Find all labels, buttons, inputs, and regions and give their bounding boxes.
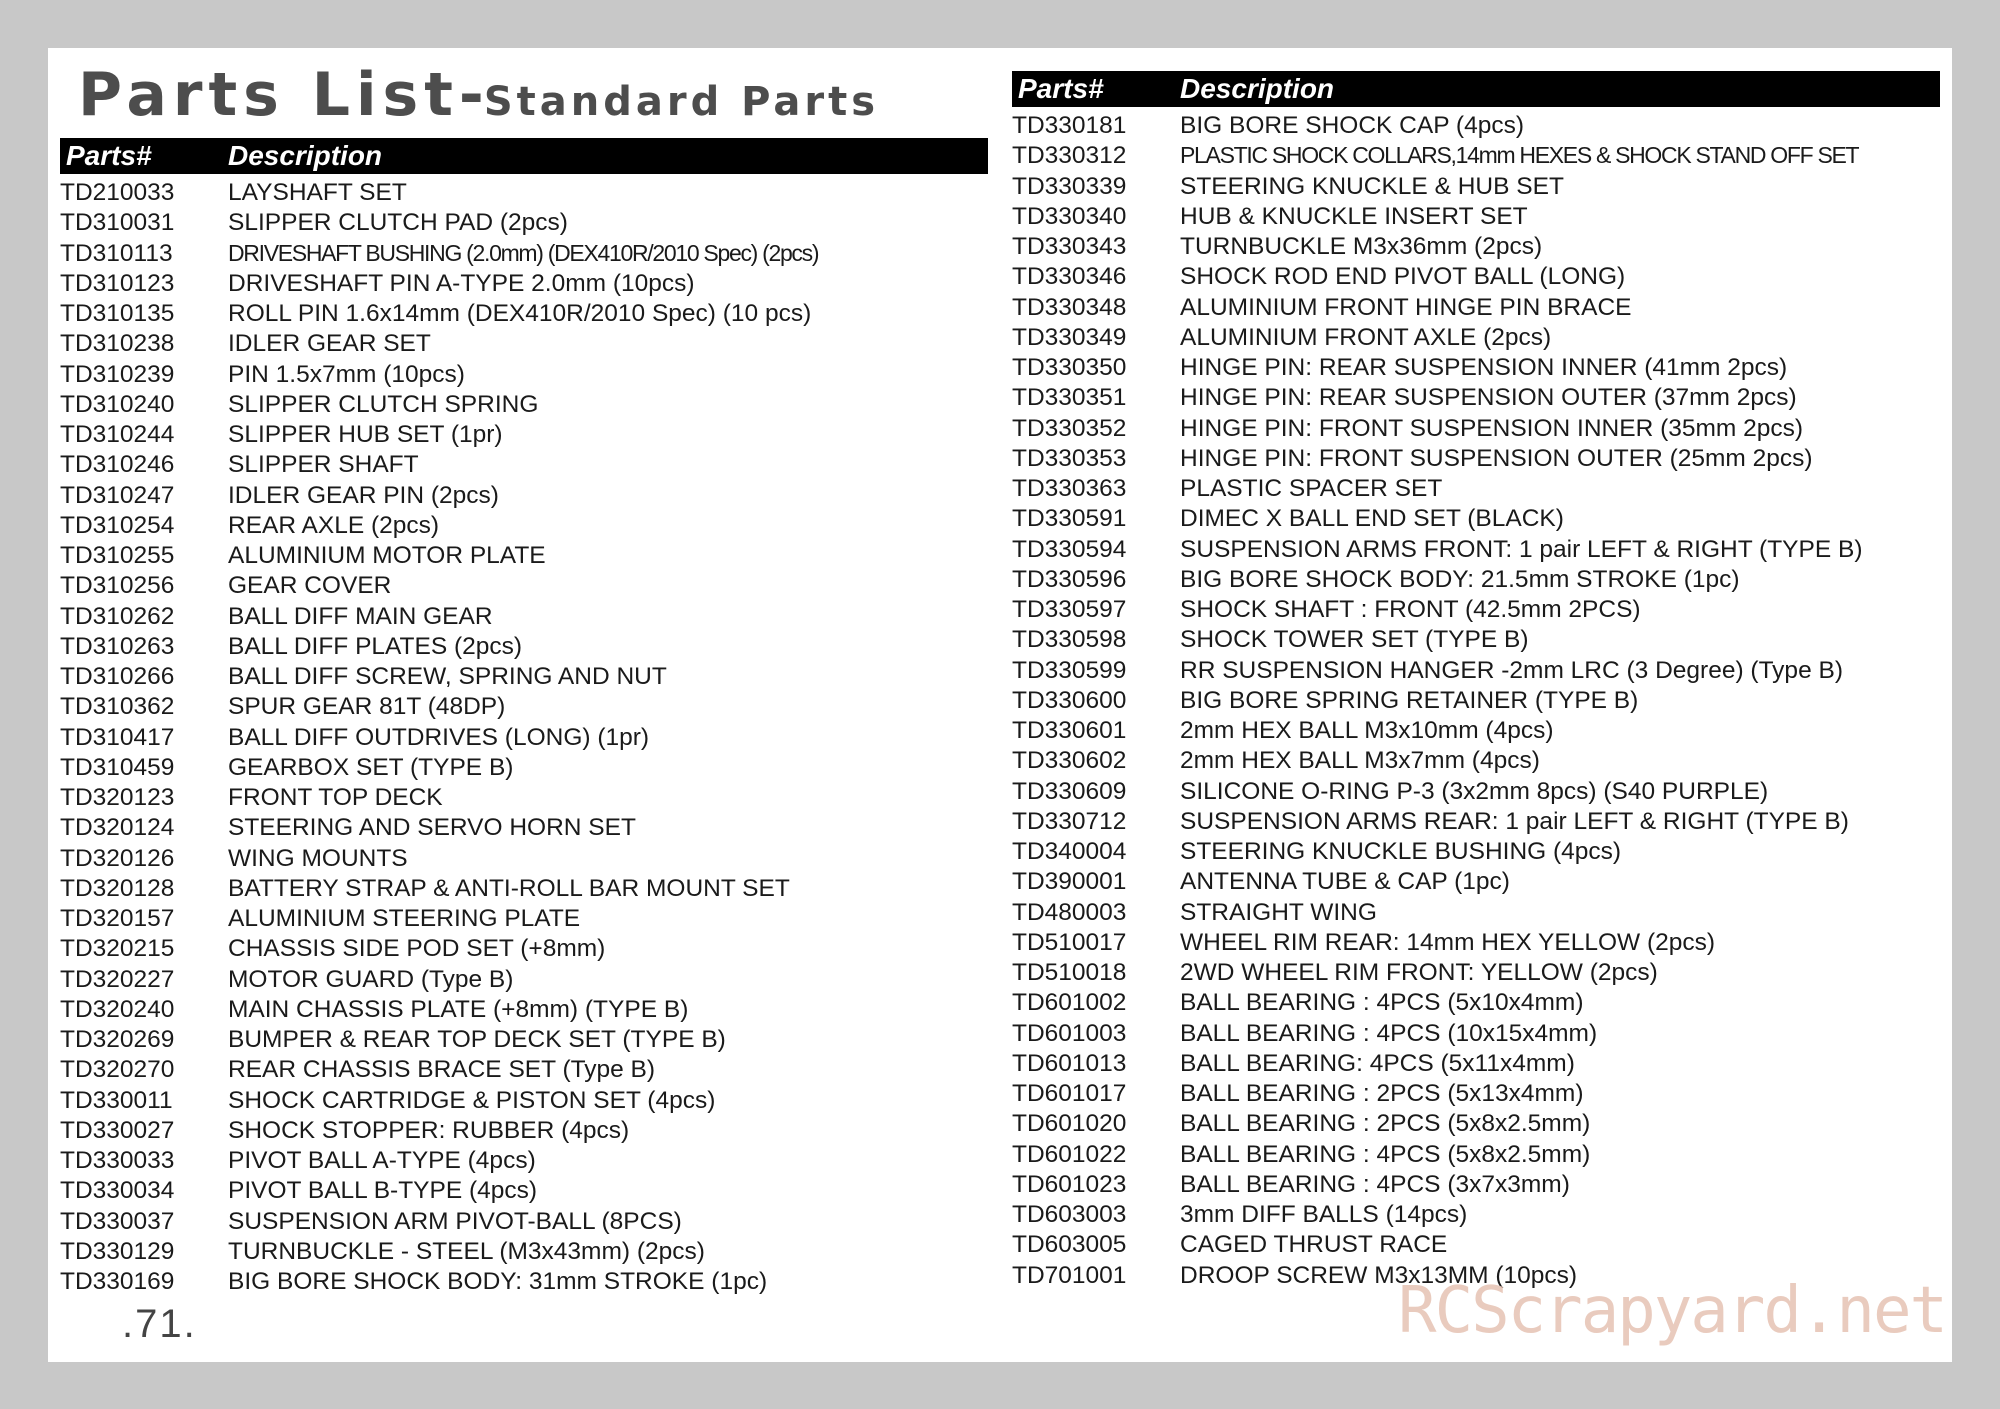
manual-page — [48, 48, 1952, 1362]
part-number: TD330591 — [1012, 505, 1127, 533]
table-row — [1012, 474, 1940, 504]
part-description: 3mm DIFF BALLS (14pcs) — [1180, 1201, 1468, 1228]
page-number: .71. — [122, 1302, 197, 1346]
part-description: BALL BEARING : 2PCS (5x13x4mm) — [1180, 1080, 1584, 1107]
table-row — [60, 1086, 988, 1116]
part-description: BALL DIFF OUTDRIVES (LONG) (1pr) — [228, 723, 650, 751]
table-row — [60, 692, 988, 722]
table-row — [1012, 141, 1940, 171]
header-parts: Parts# — [1018, 73, 1104, 104]
table-row — [1012, 172, 1940, 202]
part-description: BIG BORE SHOCK BODY: 21.5mm STROKE (1pc) — [1180, 565, 1740, 593]
table-row — [60, 1025, 988, 1055]
table-row — [60, 783, 988, 813]
part-number: TD310238 — [60, 330, 175, 358]
table-row — [1012, 414, 1940, 444]
title-dash: - — [458, 60, 484, 130]
part-number: TD310254 — [60, 511, 175, 539]
part-number: TD330602 — [1012, 747, 1127, 775]
part-number: TD310262 — [60, 602, 175, 630]
part-description: BALL DIFF PLATES (2pcs) — [228, 632, 523, 660]
part-number: TD320215 — [60, 935, 175, 963]
part-description: REAR CHASSIS BRACE SET (Type B) — [228, 1056, 656, 1084]
part-description: SUSPENSION ARMS REAR: 1 pair LEFT & RIGHT (TYPE B) — [1180, 807, 1849, 835]
table-row — [1012, 807, 1940, 837]
part-description: WHEEL RIM REAR: 14mm HEX YELLOW (2pcs) — [1180, 928, 1716, 956]
part-number: TD330312 — [1012, 142, 1127, 170]
part-description: PIVOT BALL A-TYPE (4pcs) — [228, 1147, 536, 1174]
table-row — [1012, 1109, 1940, 1139]
part-description: DRIVESHAFT PIN A-TYPE 2.0mm (10pcs) — [228, 269, 695, 297]
part-number: TD330353 — [1012, 444, 1127, 472]
table-row — [60, 1055, 988, 1085]
part-number: TD320128 — [60, 874, 175, 902]
part-number: TD330596 — [1012, 565, 1127, 593]
part-description: REAR AXLE (2pcs) — [228, 511, 440, 539]
table-row — [60, 965, 988, 995]
table-row — [60, 329, 988, 359]
table-row — [60, 904, 988, 934]
part-description: HUB & KNUCKLE INSERT SET — [1180, 202, 1528, 230]
part-description: BUMPER & REAR TOP DECK SET (TYPE B) — [228, 1026, 726, 1053]
part-description: DIMEC X BALL END SET (BLACK) — [1180, 505, 1564, 533]
part-description: SUSPENSION ARMS FRONT: 1 pair LEFT & RIGHT (TYPE B) — [1180, 535, 1863, 563]
table-row — [60, 844, 988, 874]
table-row — [1012, 262, 1940, 292]
table-row — [1012, 444, 1940, 474]
part-number: TD510018 — [1012, 959, 1127, 986]
part-number: TD330169 — [60, 1268, 175, 1295]
part-number: TD330363 — [1012, 475, 1127, 502]
part-number: TD310362 — [60, 693, 175, 721]
part-description: MAIN CHASSIS PLATE (+8mm) (TYPE B) — [228, 995, 689, 1023]
part-description: GEARBOX SET (TYPE B) — [228, 753, 514, 781]
part-number: TD603003 — [1012, 1201, 1127, 1228]
page-title — [78, 60, 879, 130]
table-row — [1012, 1079, 1940, 1109]
table-row — [1012, 353, 1940, 383]
table-row — [60, 1176, 988, 1206]
part-description: IDLER GEAR PIN (2pcs) — [228, 481, 499, 509]
table-row — [60, 541, 988, 571]
part-number: TD310266 — [60, 663, 175, 690]
table-row — [1012, 716, 1940, 746]
table-row — [1012, 746, 1940, 776]
part-description: SILICONE O-RING P-3 (3x2mm 8pcs) (S40 PURPLE) — [1180, 777, 1769, 805]
part-number: TD330011 — [60, 1086, 173, 1114]
table-row — [60, 511, 988, 541]
part-description: PLASTIC SPACER SET — [1180, 475, 1443, 502]
part-number: TD310263 — [60, 632, 175, 660]
part-number: TD601020 — [1012, 1110, 1127, 1138]
part-number: TD340004 — [1012, 838, 1127, 865]
part-number: TD601022 — [1012, 1140, 1127, 1168]
part-number: TD330600 — [1012, 686, 1127, 714]
part-description: BALL BEARING : 4PCS (5x10x4mm) — [1180, 989, 1584, 1017]
part-description: BALL BEARING: 4PCS (5x11x4mm) — [1180, 1049, 1575, 1077]
table-row — [60, 632, 988, 662]
table-row — [60, 178, 988, 208]
part-number: TD330712 — [1012, 807, 1127, 835]
table-row — [60, 662, 988, 692]
table-row — [60, 239, 988, 269]
part-description: ALUMINIUM MOTOR PLATE — [228, 542, 546, 569]
parts-rows-right — [1012, 111, 1940, 1291]
part-number: TD330350 — [1012, 354, 1127, 381]
part-description: SHOCK CARTRIDGE & PISTON SET (4pcs) — [228, 1086, 716, 1114]
part-number: TD510017 — [1012, 928, 1127, 956]
table-row — [1012, 777, 1940, 807]
table-row — [60, 1267, 988, 1297]
part-description: GEAR COVER — [228, 572, 392, 600]
part-description: PIVOT BALL B-TYPE (4pcs) — [228, 1177, 538, 1205]
part-description: HINGE PIN: REAR SUSPENSION OUTER (37mm 2pcs) — [1180, 384, 1797, 412]
table-row — [60, 723, 988, 753]
part-description: PIN 1.5x7mm (10pcs) — [228, 360, 465, 388]
part-description: BIG BORE SPRING RETAINER (TYPE B) — [1180, 686, 1639, 714]
part-number: TD330594 — [1012, 535, 1127, 563]
part-description: 2mm HEX BALL M3x7mm (4pcs) — [1180, 747, 1540, 775]
part-number: TD330034 — [60, 1177, 175, 1205]
parts-table-left — [60, 138, 988, 1297]
part-description: ALUMINIUM FRONT HINGE PIN BRACE — [1180, 293, 1632, 321]
table-row — [60, 1146, 988, 1176]
part-description: STEERING AND SERVO HORN SET — [228, 814, 636, 842]
table-row — [1012, 1200, 1940, 1230]
part-number: TD310247 — [60, 481, 175, 509]
part-description: TURNBUCKLE - STEEL (M3x43mm) (2pcs) — [228, 1237, 705, 1265]
part-description: CHASSIS SIDE POD SET (+8mm) — [228, 935, 606, 963]
table-row — [60, 874, 988, 904]
table-row — [1012, 504, 1940, 534]
table-row — [1012, 928, 1940, 958]
part-number: TD320269 — [60, 1026, 175, 1053]
table-row — [60, 571, 988, 601]
table-row — [60, 390, 988, 420]
part-description: ALUMINIUM FRONT AXLE (2pcs) — [1180, 323, 1552, 351]
part-description: SLIPPER HUB SET (1pr) — [228, 421, 503, 448]
part-number: TD330351 — [1012, 384, 1127, 412]
table-header — [60, 138, 988, 174]
part-number: TD480003 — [1012, 898, 1127, 926]
part-description: HINGE PIN: REAR SUSPENSION INNER (41mm 2pcs) — [1180, 354, 1788, 381]
table-row — [1012, 625, 1940, 655]
part-number: TD310113 — [60, 239, 173, 267]
part-number: TD390001 — [1012, 868, 1127, 896]
part-number: TD601002 — [1012, 989, 1127, 1017]
part-description: STRAIGHT WING — [1180, 898, 1377, 926]
table-row — [1012, 1230, 1940, 1260]
part-description: CAGED THRUST RACE — [1180, 1231, 1448, 1259]
part-number: TD310255 — [60, 542, 175, 569]
table-row — [60, 481, 988, 511]
table-row — [1012, 1140, 1940, 1170]
part-description: DROOP SCREW M3x13MM (10pcs) — [1180, 1261, 1578, 1289]
part-description: BIG BORE SHOCK BODY: 31mm STROKE (1pc) — [228, 1268, 768, 1295]
part-number: TD320227 — [60, 965, 175, 993]
table-row — [60, 602, 988, 632]
table-row — [60, 934, 988, 964]
part-number: TD330348 — [1012, 293, 1127, 321]
part-description: ROLL PIN 1.6x14mm (DEX410R/2010 Spec) (10 pcs) — [228, 300, 812, 327]
table-row — [60, 299, 988, 329]
part-description: 2mm HEX BALL M3x10mm (4pcs) — [1180, 717, 1554, 744]
part-description: BALL BEARING : 4PCS (3x7x3mm) — [1180, 1170, 1570, 1198]
part-number: TD330181 — [1012, 112, 1127, 139]
part-description: BATTERY STRAP & ANTI-ROLL BAR MOUNT SET — [228, 874, 790, 902]
part-description: HINGE PIN: FRONT SUSPENSION OUTER (25mm 2pcs) — [1180, 444, 1813, 472]
table-row — [1012, 958, 1940, 988]
part-number: TD310244 — [60, 421, 175, 448]
part-description: SLIPPER CLUTCH PAD (2pcs) — [228, 209, 568, 237]
part-number: TD320124 — [60, 814, 175, 842]
part-description: STEERING KNUCKLE BUSHING (4pcs) — [1180, 838, 1622, 865]
part-number: TD330609 — [1012, 777, 1127, 805]
header-parts: Parts# — [66, 140, 152, 171]
table-row — [1012, 111, 1940, 141]
table-row — [60, 1237, 988, 1267]
part-description: 2WD WHEEL RIM FRONT: YELLOW (2pcs) — [1180, 959, 1658, 986]
part-number: TD330597 — [1012, 596, 1127, 623]
part-description: SHOCK TOWER SET (TYPE B) — [1180, 626, 1529, 654]
part-number: TD310246 — [60, 451, 175, 479]
part-description: SLIPPER CLUTCH SPRING — [228, 390, 539, 418]
title-sub: Standard Parts — [483, 79, 880, 125]
part-number: TD330599 — [1012, 656, 1127, 684]
table-row — [1012, 1049, 1940, 1079]
part-number: TD330349 — [1012, 323, 1127, 351]
header-description: Description — [228, 140, 383, 171]
table-row — [1012, 898, 1940, 928]
part-number: TD320157 — [60, 905, 175, 932]
part-number: TD330027 — [60, 1116, 175, 1144]
part-description: TURNBUCKLE M3x36mm (2pcs) — [1180, 233, 1543, 260]
table-row — [60, 813, 988, 843]
table-row — [1012, 565, 1940, 595]
table-row — [1012, 988, 1940, 1018]
part-number: TD320270 — [60, 1056, 175, 1084]
part-number: TD330129 — [60, 1237, 175, 1265]
part-number: TD310459 — [60, 753, 175, 781]
part-description: SLIPPER SHAFT — [228, 451, 419, 479]
part-number: TD330037 — [60, 1207, 175, 1235]
part-description: BALL DIFF MAIN GEAR — [228, 602, 493, 630]
part-description: FRONT TOP DECK — [228, 784, 443, 811]
table-row — [60, 208, 988, 238]
part-number: TD601013 — [1012, 1049, 1127, 1077]
part-description: BALL DIFF SCREW, SPRING AND NUT — [228, 663, 667, 690]
table-row — [60, 450, 988, 480]
part-description: SHOCK SHAFT : FRONT (42.5mm 2PCS) — [1180, 596, 1641, 623]
part-description: STEERING KNUCKLE & HUB SET — [1180, 172, 1564, 200]
table-row — [1012, 837, 1940, 867]
table-row — [60, 1207, 988, 1237]
part-number: TD310239 — [60, 360, 175, 388]
part-number: TD330033 — [60, 1147, 175, 1174]
table-row — [60, 995, 988, 1025]
part-number: TD330339 — [1012, 172, 1127, 200]
table-row — [60, 360, 988, 390]
part-description: DRIVESHAFT BUSHING (2.0mm) (DEX410R/2010 Spec) (2pcs) — [228, 239, 819, 266]
part-number: TD310123 — [60, 269, 175, 297]
part-number: TD330346 — [1012, 263, 1127, 291]
part-description: MOTOR GUARD (Type B) — [228, 965, 514, 993]
part-number: TD310256 — [60, 572, 175, 600]
table-row — [60, 420, 988, 450]
part-description: SHOCK ROD END PIVOT BALL (LONG) — [1180, 263, 1626, 291]
parts-table-right — [1012, 71, 1940, 1291]
part-description: BALL BEARING : 4PCS (10x15x4mm) — [1180, 1019, 1598, 1047]
part-number: TD320123 — [60, 784, 175, 811]
table-row — [1012, 1170, 1940, 1200]
table-row — [1012, 686, 1940, 716]
part-number: TD310240 — [60, 390, 175, 418]
part-number: TD330340 — [1012, 202, 1127, 230]
table-row — [1012, 656, 1940, 686]
header-description: Description — [1180, 73, 1335, 104]
part-description: BALL BEARING : 2PCS (5x8x2.5mm) — [1180, 1110, 1591, 1138]
part-number: TD701001 — [1012, 1261, 1127, 1289]
part-number: TD330352 — [1012, 414, 1127, 442]
table-row — [60, 269, 988, 299]
table-row — [1012, 293, 1940, 323]
part-description: RR SUSPENSION HANGER -2mm LRC (3 Degree) (Type B) — [1180, 656, 1843, 684]
table-row — [1012, 867, 1940, 897]
part-number: TD330343 — [1012, 233, 1127, 260]
table-row — [1012, 535, 1940, 565]
watermark: RCScrapyard.net — [1398, 1274, 1946, 1348]
part-number: TD603005 — [1012, 1231, 1127, 1259]
part-number: TD601017 — [1012, 1080, 1127, 1107]
part-number: TD330598 — [1012, 626, 1127, 654]
parts-rows-left — [60, 178, 988, 1297]
part-description: SHOCK STOPPER: RUBBER (4pcs) — [228, 1116, 630, 1144]
part-description: SPUR GEAR 81T (48DP) — [228, 693, 506, 721]
table-row — [60, 753, 988, 783]
table-row — [1012, 232, 1940, 262]
table-header — [1012, 71, 1940, 107]
part-number: TD330601 — [1012, 717, 1127, 744]
part-description: SUSPENSION ARM PIVOT-BALL (8PCS) — [228, 1207, 682, 1235]
part-number: TD210033 — [60, 179, 175, 206]
part-number: TD310417 — [60, 723, 175, 751]
table-row — [1012, 202, 1940, 232]
table-row — [1012, 323, 1940, 353]
part-description: WING MOUNTS — [228, 844, 408, 872]
part-description: ALUMINIUM STEERING PLATE — [228, 905, 581, 932]
part-number: TD601003 — [1012, 1019, 1127, 1047]
part-number: TD601023 — [1012, 1170, 1127, 1198]
table-row — [1012, 1019, 1940, 1049]
part-description: PLASTIC SHOCK COLLARS,14mm HEXES & SHOCK STAND OFF SET — [1180, 142, 1859, 169]
part-description: HINGE PIN: FRONT SUSPENSION INNER (35mm 2pcs) — [1180, 414, 1804, 442]
table-row — [60, 1116, 988, 1146]
part-description: IDLER GEAR SET — [228, 330, 431, 358]
part-description: LAYSHAFT SET — [228, 179, 407, 206]
part-number: TD310135 — [60, 300, 175, 327]
part-description: ANTENNA TUBE & CAP (1pc) — [1180, 868, 1510, 896]
part-description: BALL BEARING : 4PCS (5x8x2.5mm) — [1180, 1140, 1591, 1168]
title-main: Parts List — [78, 60, 459, 130]
table-row — [1012, 595, 1940, 625]
part-description: BIG BORE SHOCK CAP (4pcs) — [1180, 112, 1524, 139]
table-row — [1012, 383, 1940, 413]
part-number: TD320126 — [60, 844, 175, 872]
part-number: TD310031 — [60, 209, 175, 237]
part-number: TD320240 — [60, 995, 175, 1023]
